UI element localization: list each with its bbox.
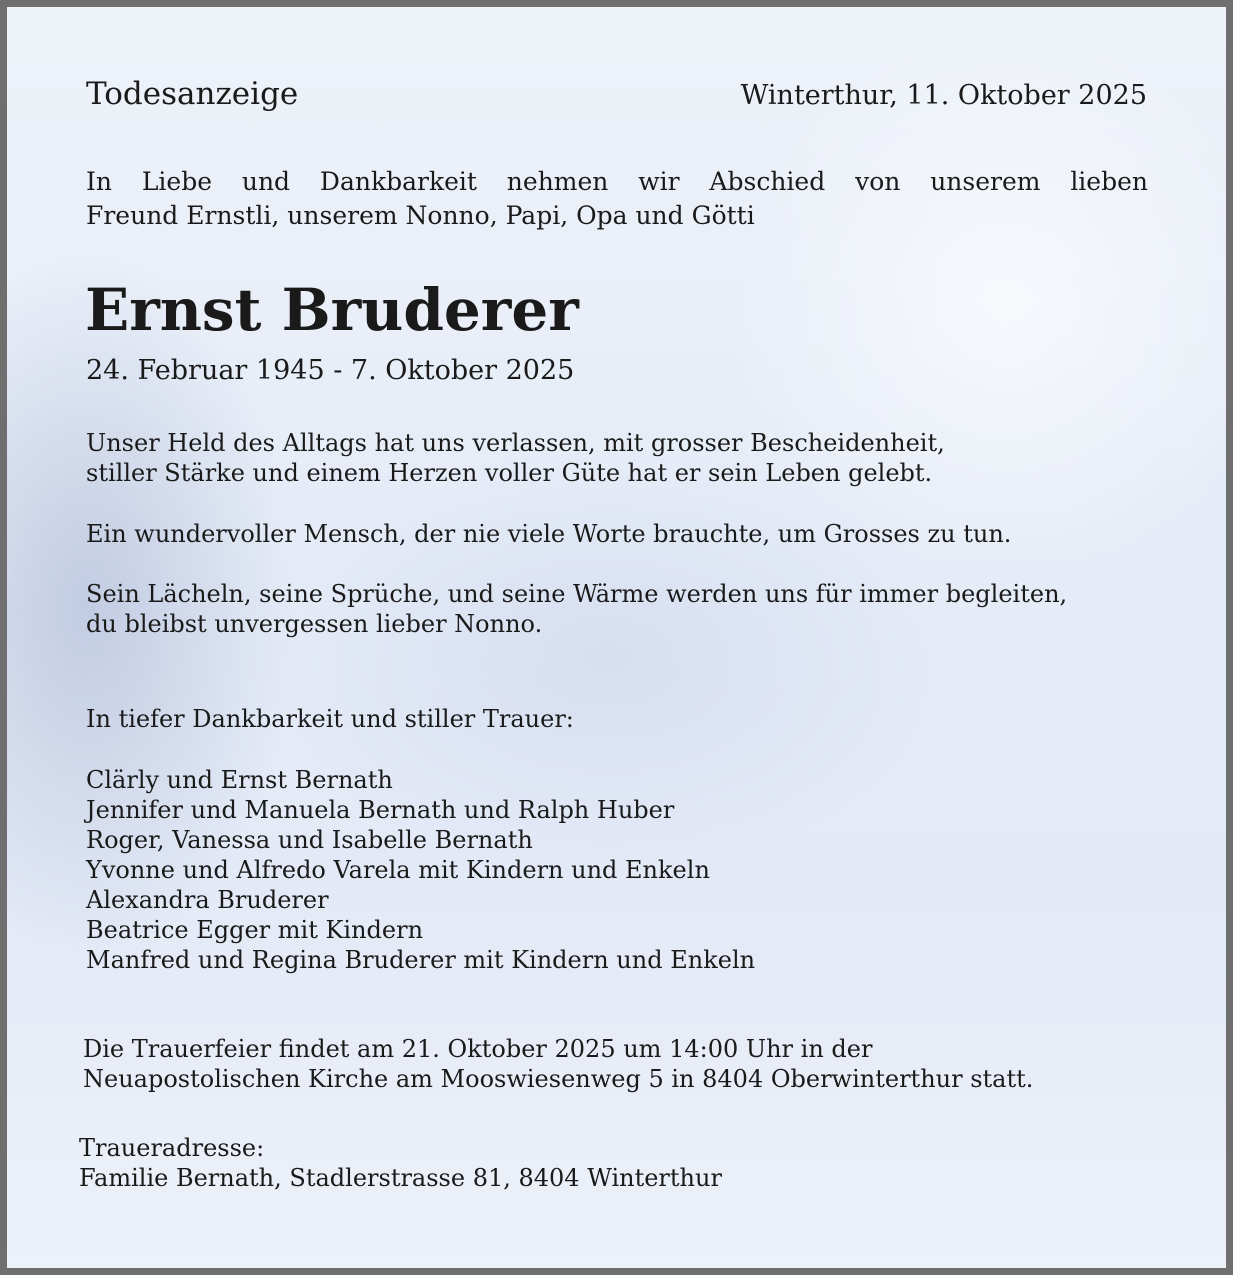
paragraph-1 — [86, 428, 945, 488]
mourner: Beatrice Egger mit Kindern — [86, 916, 424, 944]
mourner: Clärly und Ernst Bernath — [86, 766, 393, 794]
paragraph-2 — [86, 519, 1011, 549]
deceased-name: Ernst Bruderer — [85, 276, 579, 344]
mourner: Roger, Vanessa und Isabelle Bernath — [86, 826, 533, 854]
notice-label: Todesanzeige — [86, 76, 299, 112]
mourner: Manfred und Regina Bruderer mit Kindern und Enkeln — [86, 946, 756, 974]
mourner: Jennifer und Manuela Bernath und Ralph Huber — [86, 796, 675, 824]
address-value: Familie Bernath, Stadlerstrasse 81, 8404 Winterthur — [79, 1164, 722, 1192]
service-info — [83, 1034, 1033, 1094]
service-line: Die Trauerfeier findet am 21. Oktober 2025 um 14:00 Uhr in der — [83, 1035, 873, 1063]
text-line: stiller Stärke und einem Herzen voller Güte hat er sein Leben gelebt. — [86, 459, 933, 487]
mourners-list — [86, 765, 755, 975]
text-line: du bleibst unvergessen lieber Nonno. — [86, 610, 543, 638]
intro-line: Freund Ernstli, unserem Nonno, Papi, Opa und Götti — [86, 201, 755, 230]
intro-text — [86, 165, 1148, 233]
text-line: Unser Held des Alltags hat uns verlassen, mit grosser Bescheidenheit, — [86, 429, 945, 457]
address-label: Traueradresse: — [79, 1134, 265, 1162]
mourners-intro: In tiefer Dankbarkeit und stiller Trauer: — [86, 705, 574, 733]
obituary-page — [7, 7, 1226, 1268]
text-line: Sein Lächeln, seine Sprüche, und seine Wärme werden uns für immer begleiten, — [86, 580, 1068, 608]
life-dates: 24. Februar 1945 - 7. Oktober 2025 — [86, 355, 575, 386]
mourner: Alexandra Bruderer — [86, 886, 329, 914]
intro-line: In Liebe und Dankbarkeit nehmen wir Abschied von unserem lieben — [86, 167, 1148, 196]
mourner: Yvonne und Alfredo Varela mit Kindern und Enkeln — [86, 856, 710, 884]
mourning-address — [79, 1133, 722, 1193]
paragraph-3 — [86, 579, 1067, 639]
place-date: Winterthur, 11. Oktober 2025 — [740, 80, 1147, 111]
text-line: Ein wundervoller Mensch, der nie viele Worte brauchte, um Grosses zu tun. — [86, 520, 1012, 548]
service-line: Neuapostolischen Kirche am Mooswiesenweg 5 in 8404 Oberwinterthur statt. — [83, 1065, 1034, 1093]
